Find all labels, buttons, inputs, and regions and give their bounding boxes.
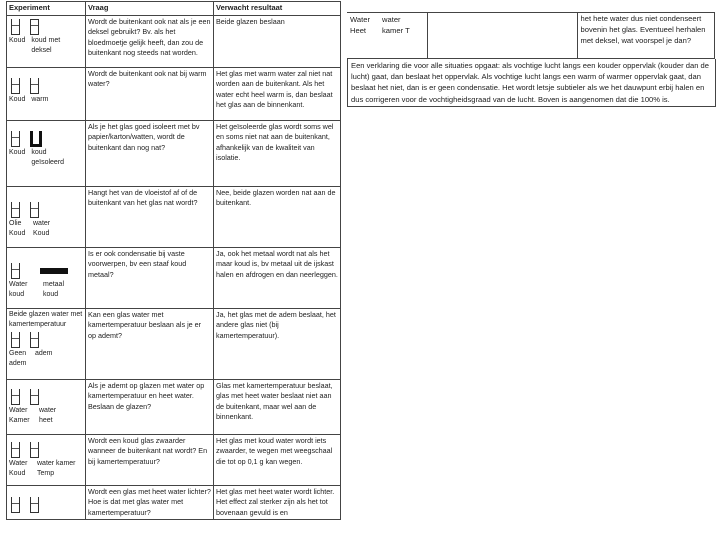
warm-glass-icon [30,78,39,94]
experiment-label: Koud [9,96,26,103]
question-cell: Wordt de buitenkant ook nat bij warm water? [86,68,214,121]
experiment-label: Water Heet [350,15,370,35]
experiment-cell [7,121,86,187]
question-cell: Als je het glas goed isoleert met bv papier/karton/watten, wordt de buitenkant dan nog nat? [86,121,214,187]
expected-cell: Ja, het glas met de adem beslaat, het andere glas niet (bij kamertemperatuur). [214,309,341,380]
experiment-cell [7,486,86,520]
table-row [7,121,341,187]
experiment-cell [7,309,86,380]
table-row [7,309,341,380]
expected-cell: Het geïsoleerde glas wordt soms wel en soms niet nat aan de buitenkant, afhankelijk van de kwaliteit van isolatie. [214,121,341,187]
cold-glass-icon [11,19,20,35]
experiment-label: water Koud [33,220,51,238]
table-row [7,68,341,121]
experiment-table-panel [6,1,340,532]
explanation-text: Een verklaring die voor alle situaties opgaat: als vochtige lucht langs een kouder oppervlak (kouder dan de lucht) gaat, dan beslaat het oppervlak. Als vochtige lucht langs een warm of warmer oppervlak gaat, dan beslaat het niet, dan is er geen condensatie. Het wordt letsje subtieler als we het dauwpunt erbij halen en dus corrigeren voor de vochtigheidsgraad van de lucht. Boven is aangenomen dat die 100% is. [347,59,716,107]
hot-glass-icon [30,389,39,405]
lidded-glass-icon [30,19,39,35]
question-cell [427,13,577,59]
experiment-label: Koud [9,37,26,44]
cold-glass-icon [11,131,20,147]
experiment-cell [7,380,86,435]
question-cell: Wordt de buitenkant ook nat als je een deksel gebruikt? Bv. als het bloedmoetje gelijk heeft, dan zou de buitenkant nog steeds nat worden. [86,16,214,68]
experiment-label: koud met deksel [31,37,61,55]
table-row [7,16,341,68]
experiment-title: Beide glazen water met kamertemperatuur [9,311,83,329]
breath-glass-icon [30,332,39,348]
expected-cell: Nee, beide glazen worden nat aan de buitenkant. [214,187,341,248]
experiment-cell [7,435,86,486]
experiment-table [6,1,341,520]
question-cell: Als je ademt op glazen met water op kamertemperatuur en heet water. Beslaan de glazen? [86,380,214,435]
experiment-cell [347,13,427,59]
table-row [7,380,341,435]
table-row [7,486,341,520]
experiment-cell [7,68,86,121]
experiment-label: adem [35,350,53,358]
experiment-label: metaal koud [43,281,65,299]
continuation-table [347,12,715,59]
experiment-label: Koud [9,149,26,156]
expected-cell: Ja, ook het metaal wordt nat als het maar koud is, bv metaal uit de ijskast halen en afdrogen en dan neerleggen. [214,248,341,309]
experiment-label: water kamer Temp [37,460,76,478]
experiment-cell [7,187,86,248]
experiment-label: koud geïsoleerd [31,149,65,167]
room-temp-glass-icon [30,497,39,513]
no-breath-glass-icon [11,332,20,348]
metal-bar-icon [40,268,68,274]
question-cell: Wordt een glas met heet water lichter? Hoe is dat met glas water met kamertemperatuur? [86,486,214,520]
room-temp-glass-icon [11,389,20,405]
water-glass-icon [30,202,39,218]
experiment-label: water kamer T [382,15,410,35]
expected-cell: Het glas met heet water wordt lichter. Het effect zal sterker zijn als het tot bovenaan gevuld is en [214,486,341,520]
question-cell: Hangt het van de vloeistof af of de buitenkant van het glas nat wordt? [86,187,214,248]
expected-cell: Het glas met warm water zal niet nat worden aan de buitenkant. Als het water echt heel warm is, dan beslaat het glas aan de binnenkant. [214,68,341,121]
expected-cell: het hete water dus niet condenseert bovenin het glas. Eventueel herhalen met deksel, wat voorspel je dan? [577,13,714,59]
expected-cell: Beide glazen beslaan [214,16,341,68]
experiment-label: Olie Koud [9,220,26,238]
experiment-label: Water Kamer [9,407,30,425]
table-row [7,248,341,309]
experiment-label: Geen adem [9,350,27,368]
experiment-label: warm [31,96,49,103]
water-glass-icon [11,263,20,279]
expected-cell: Glas met kamertemperatuur beslaat, glas met heet water beslaat niet aan de buitenkant, maar wel aan de binnenkant. [214,380,341,435]
header-experiment: Experiment [7,2,86,16]
table-row [7,435,341,486]
question-cell: Is er ook condensatie bij vaste voorwerpen, bv een staaf koud metaal? [86,248,214,309]
insulated-glass-icon [30,131,42,147]
question-cell: Wordt een koud glas zwaarder wanneer de buitenkant nat wordt? En bij kamertemperatuur? [86,435,214,486]
room-temp-glass-icon [30,442,39,458]
oil-glass-icon [11,202,20,218]
table-row [347,13,714,59]
experiment-label: Water koud [9,281,28,299]
header-question: Vraag [86,2,214,16]
experiment-label: water heet [39,407,57,425]
question-cell: Kan een glas water met kamertemperatuur beslaan als je er op ademt? [86,309,214,380]
experiment-cell [7,248,86,309]
experiment-cell [7,16,86,68]
cold-glass-icon [11,442,20,458]
header-expected: Verwacht resultaat [214,2,341,16]
continuation-panel [347,12,714,107]
hot-glass-icon [11,497,20,513]
experiment-label: Water Koud [9,460,28,478]
cold-glass-icon [11,78,20,94]
table-row [7,187,341,248]
expected-cell: Het glas met koud water wordt iets zwaarder, te wegen met weegschaal die tot op 0,1 g kan wegen. [214,435,341,486]
table-header-row [7,2,341,16]
